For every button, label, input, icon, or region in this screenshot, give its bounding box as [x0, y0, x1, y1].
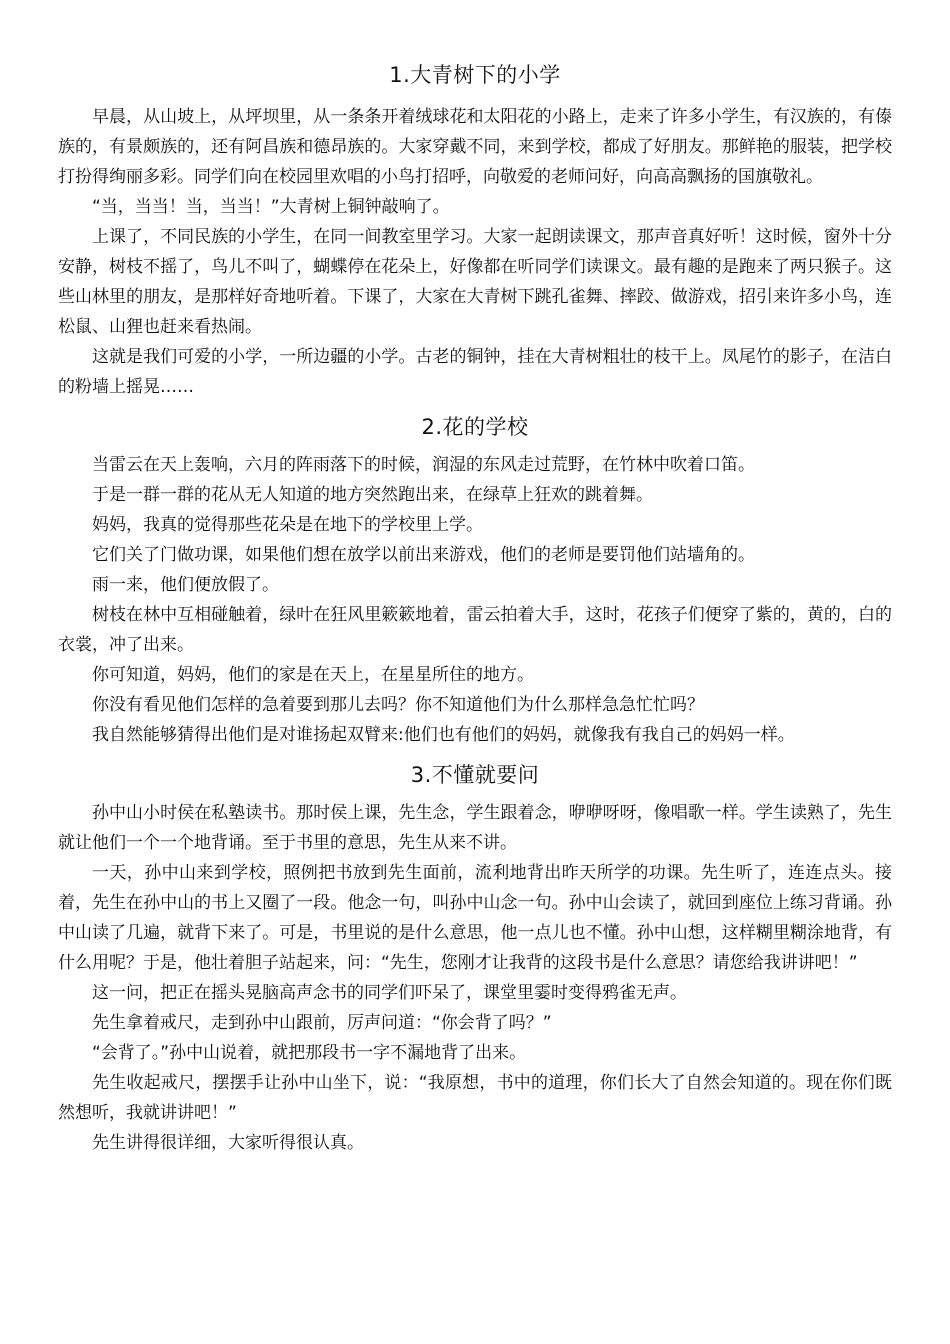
paragraph: 妈妈，我真的觉得那些花朵是在地下的学校里上学。 — [92, 515, 483, 535]
section-title: 3.不懂就要问 — [410, 763, 540, 787]
section-1 — [58, 52, 892, 402]
paragraph: 于是一群一群的花从无人知道的地方突然跑出来，在绿草上狂欢的跳着舞。 — [92, 485, 653, 505]
document-page — [58, 52, 892, 1158]
paragraph: 先生拿着戒尺，走到孙中山跟前，厉声问道：“你会背了吗？” — [92, 1013, 552, 1033]
paragraph: 树枝在林中互相碰触着，绿叶在狂风里簌簌地着，雷云拍着大手，这时，花孩子们便穿了紫的，黄的，白的衣裳，冲了出来。 — [58, 605, 892, 655]
paragraph: 雨一来，他们便放假了。 — [92, 575, 279, 595]
paragraph: 一天，孙中山来到学校，照例把书放到先生面前，流利地背出昨天所学的功课。先生听了，连连点头。接着，先生在孙中山的书上又圈了一段。他念一句，叫孙中山念一句。孙中山会读了，就回到座位上练习背诵。孙中山读了几遍，就背下来了。可是，书里说的是什么意思，他一点儿也不懂。孙中山想，这样糊里糊涂地背，有什么用呢？于是，他壮着胆子站起来，问：“先生，您刚才让我背的这段书是什么意思？请您给我讲讲吧！” — [58, 863, 892, 973]
section-2 — [58, 404, 892, 750]
paragraph: 先生讲得很详细，大家听得很认真。 — [92, 1133, 364, 1153]
paragraph: 先生收起戒尺，摆摆手让孙中山坐下，说：“我原想，书中的道理，你们长大了自然会知道的。现在你们既然想听，我就讲讲吧！” — [58, 1073, 892, 1123]
paragraph: 孙中山小时侯在私塾读书。那时侯上课，先生念，学生跟着念，咿咿呀呀，像唱歌一样。学生读熟了，先生就让他们一个一个地背诵。至于书里的意思，先生从来不讲。 — [58, 803, 892, 853]
paragraph: 我自然能够猜得出他们是对谁扬起双臂来:他们也有他们的妈妈，就像我有我自己的妈妈一样。 — [92, 725, 795, 745]
section-3 — [58, 752, 892, 1158]
paragraph: 你可知道，妈妈，他们的家是在天上，在星星所住的地方。 — [92, 665, 534, 685]
paragraph: 这一问，把正在摇头晃脑高声念书的同学们吓呆了，课堂里霎时变得鸦雀无声。 — [92, 983, 687, 1003]
paragraph: 当雷云在天上轰响，六月的阵雨落下的时候，润湿的东风走过荒野，在竹林中吹着口笛。 — [92, 455, 755, 475]
paragraph: 这就是我们可爱的小学，一所边疆的小学。古老的铜钟，挂在大青树粗壮的枝干上。凤尾竹的影子，在洁白的粉墙上摇晃…… — [58, 347, 892, 397]
paragraph: “当，当当！当，当当！”大青树上铜钟敲响了。 — [92, 197, 450, 217]
paragraph: 你没有看见他们怎样的急着要到那儿去吗？你不知道他们为什么那样急急忙忙吗？ — [92, 695, 704, 715]
paragraph: “会背了。”孙中山说着，就把那段书一字不漏地背了出来。 — [92, 1043, 527, 1063]
paragraph: 它们关了门做功课，如果他们想在放学以前出来游戏，他们的老师是要罚他们站墙角的。 — [92, 545, 755, 565]
section-title: 1.大青树下的小学 — [389, 63, 561, 87]
paragraph: 上课了，不同民族的小学生，在同一间教室里学习。大家一起朗读课文，那声音真好听！这时候，窗外十分安静，树枝不摇了，鸟儿不叫了，蝴蝶停在花朵上，好像都在听同学们读课文。最有趣的是跑来了两只猴子。这些山林里的朋友，是那样好奇地听着。下课了，大家在大青树下跳孔雀舞、摔跤、做游戏，招引来许多小鸟，连松鼠、山狸也赶来看热闹。 — [58, 227, 892, 337]
paragraph: 早晨，从山坡上，从坪坝里，从一条条开着绒球花和太阳花的小路上，走来了许多小学生，有汉族的，有傣族的，有景颇族的，还有阿昌族和德昂族的。大家穿戴不同，来到学校，都成了好朋友。那鲜艳的服装，把学校打扮得绚丽多彩。同学们向在校园里欢唱的小鸟打招呼，向敬爱的老师问好，向高高飘扬的国旗敬礼。 — [58, 107, 892, 187]
section-title: 2.花的学校 — [421, 415, 529, 439]
